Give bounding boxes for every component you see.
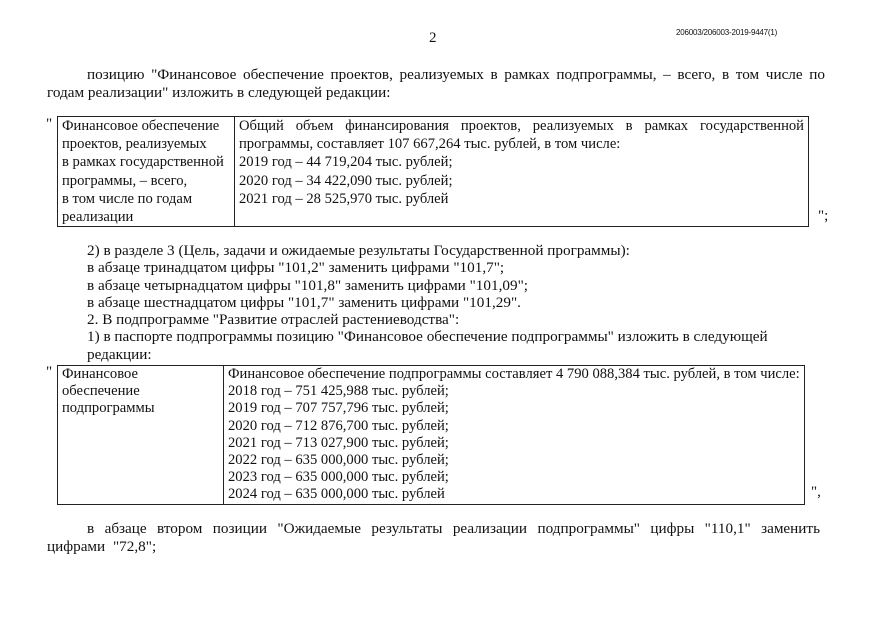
table2-right-line: 2021 год – 713 027,900 тыс. рублей;	[228, 434, 449, 451]
table1-left-line: программы, – всего,	[62, 172, 188, 189]
final-paragraph: в абзаце втором позиции "Ожидаемые результаты реализации подпрограммы" цифры "110,1" заменить цифрами "72,8";	[47, 520, 820, 555]
amendment-line: 2) в разделе 3 (Цель, задачи и ожидаемые результаты Государственной программы):	[87, 242, 630, 259]
table2-left-line: подпрограммы	[62, 400, 155, 417]
table1-left-line: в том числе по годам	[62, 190, 193, 207]
table1-financing-projects	[57, 116, 809, 227]
table2-right-line: 2024 год – 635 000,000 тыс. рублей	[228, 486, 445, 503]
table2-open-quote: "	[46, 364, 53, 380]
table2-right-cell	[224, 366, 805, 505]
table2-subprogram-financing	[57, 365, 805, 505]
table-row	[58, 117, 809, 227]
table-row	[58, 366, 805, 505]
table1-left-cell	[58, 117, 235, 227]
document-code: 206003/206003-2019-9447(1)	[676, 28, 778, 37]
table2-right-line: 2023 год – 635 000,000 тыс. рублей;	[228, 469, 449, 486]
amendment-line: 1) в паспорте подпрограммы позицию "Финансовое обеспечение подпрограммы" изложить в следующей редакции:	[87, 328, 768, 363]
table2-close-quote: ",	[811, 484, 821, 500]
table2-right-line: 2019 год – 707 757,796 тыс. рублей;	[228, 400, 449, 417]
table2-left-cell	[58, 366, 224, 505]
table1-right-line: 2021 год – 28 525,970 тыс. рублей	[239, 190, 449, 207]
table2-right-line: Финансовое обеспечение подпрограммы составляет 4 790 088,384 тыс. рублей, в том числе:	[228, 366, 800, 382]
amendment-line: в абзаце четырнадцатом цифры "101,8" заменить цифрами "101,09";	[87, 276, 528, 294]
table1-left-line: в рамках государственной	[62, 154, 224, 171]
table1-left-line: Финансовое обеспечение	[62, 118, 220, 134]
page-number: 2	[429, 30, 437, 46]
intro-paragraph: позицию "Финансовое обеспечение проектов, реализуемых в рамках подпрограммы, – всего, в том числе по годам реализации" изложить в следующей редакции:	[47, 66, 825, 101]
table1-right-cell	[235, 117, 809, 227]
amendment-line: в абзаце шестнадцатом цифры "101,7" заменить цифрами "101,29".	[87, 293, 521, 311]
table1-open-quote: "	[46, 116, 53, 132]
amendment-line: 2. В подпрограмме "Развитие отраслей растениеводства":	[87, 311, 460, 329]
table1-right-line: Общий объем финансирования проектов, реализуемых в рамках государственной	[239, 118, 804, 134]
table2-left-line: обеспечение	[62, 383, 140, 400]
table1-right-line: программы, составляет 107 667,264 тыс. рублей, в том числе:	[239, 136, 621, 153]
table1-close-quote: ";	[818, 208, 829, 224]
table1-left-line: реализации	[62, 209, 134, 226]
table2-left-line: Финансовое	[62, 366, 138, 382]
amendments-list	[87, 242, 827, 363]
table1-right-line: 2019 год – 44 719,204 тыс. рублей;	[239, 154, 453, 171]
table2-right-line: 2018 год – 751 425,988 тыс. рублей;	[228, 383, 449, 400]
amendment-line: в абзаце тринадцатом цифры "101,2" заменить цифрами "101,7";	[87, 259, 505, 277]
table2-right-line: 2022 год – 635 000,000 тыс. рублей;	[228, 452, 449, 469]
table1-left-line: проектов, реализуемых	[62, 136, 207, 153]
table2-right-line: 2020 год – 712 876,700 тыс. рублей;	[228, 417, 449, 434]
table1-right-line: 2020 год – 34 422,090 тыс. рублей;	[239, 172, 453, 189]
